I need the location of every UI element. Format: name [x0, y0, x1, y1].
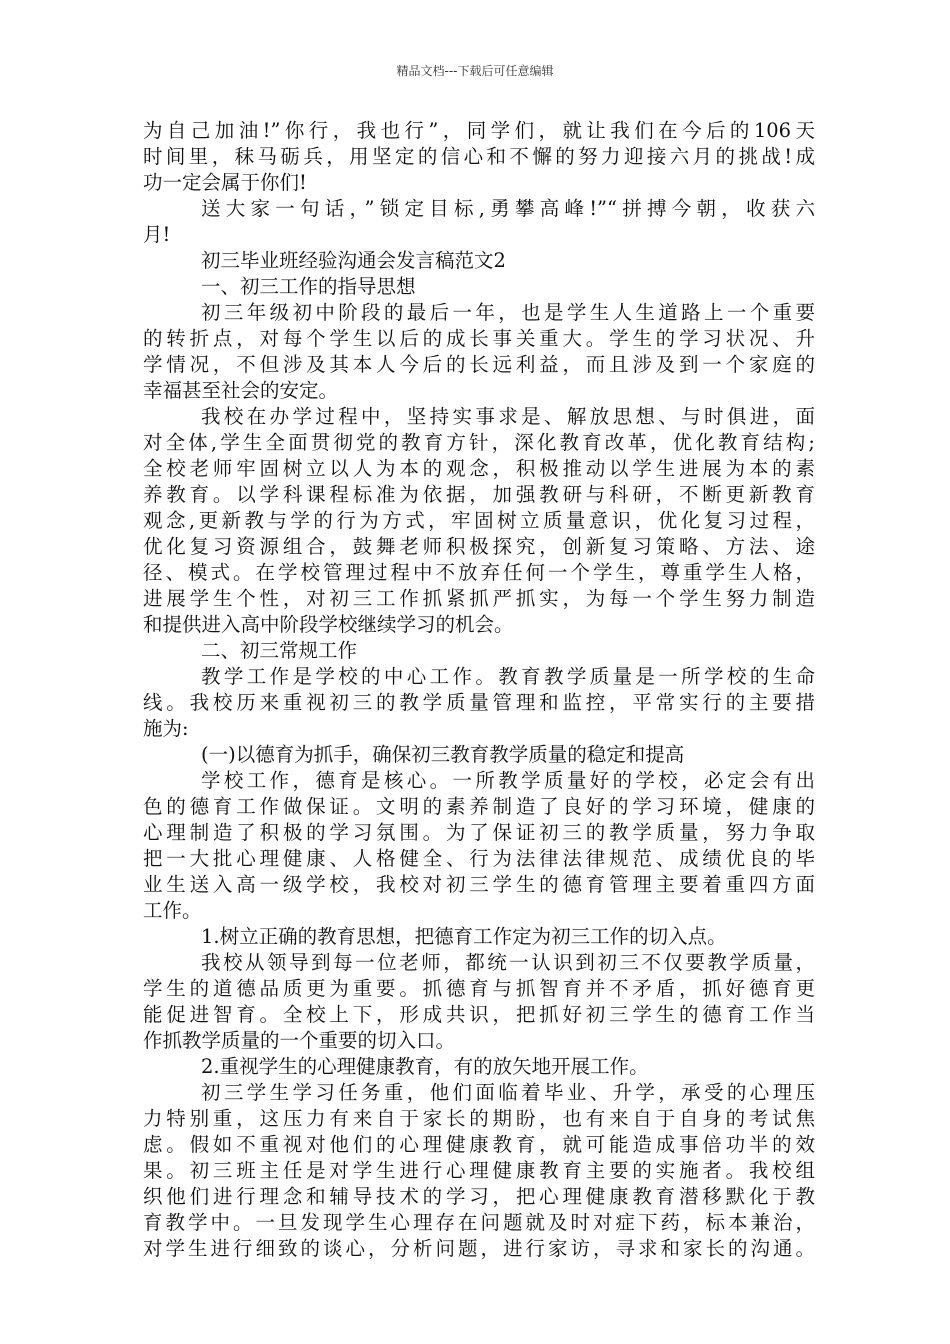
text-line: 1.树立正确的教育思想，把德育工作定为初三工作的切入点。	[201, 925, 727, 948]
text-line: 工作。	[143, 899, 202, 922]
text-line: 进展学生个性，对初三工作抓紧抓严抓实，为每一个学生努力制造	[143, 587, 815, 610]
text-line: 和提供进入高中阶段学校继续学习的机会。	[143, 613, 514, 636]
text-line: 全校老师牢固树立以人为本的观念，积极推动以学生进展为本的素	[143, 457, 815, 480]
text-line: 对学生进行细致的谈心，分析问题，进行家访，寻求和家长的沟通。	[143, 1237, 815, 1260]
document-body	[143, 118, 815, 1262]
text-line: 学情况，不但涉及其本人今后的长远利益，而且涉及到一个家庭的	[143, 353, 815, 376]
text-line: 虑。假如不重视对他们的心理健康教育，就可能造成事倍功半的效	[143, 1133, 815, 1156]
text-line: 初三学生学习任务重，他们面临着毕业、升学，承受的心理压	[201, 1081, 815, 1104]
text-line: 学生的道德品质更为重要。抓德育与抓智育并不矛盾，抓好德育更	[143, 977, 815, 1000]
text-line: 2.重视学生的心理健康教育，有的放矢地开展工作。	[201, 1055, 649, 1078]
text-line: 优化复习资源组合，鼓舞老师积极探究，创新复习策略、方法、途	[143, 535, 815, 558]
text-line: 为自己加油!”你行，我也行”，同学们，就让我们在今后的106天	[143, 119, 815, 142]
text-line: 果。初三班主任是对学生进行心理健康教育主要的实施者。我校组	[143, 1159, 815, 1182]
text-line: 织他们进行理念和辅导技术的学习，把心理健康教育潜移默化于教	[143, 1185, 815, 1208]
text-line: 教学工作是学校的中心工作。教育教学质量是一所学校的生命	[201, 665, 815, 688]
text-line: 色的德育工作做保证。文明的素养制造了良好的学习环境，健康的	[143, 795, 815, 818]
text-line: 我校从领导到每一位老师，都统一认识到初三不仅要教学质量，	[201, 951, 815, 974]
text-line: 业生送入高一级学校，我校对初三学生的德育管理主要着重四方面	[143, 873, 815, 896]
text-line: 功一定会属于你们!	[143, 171, 307, 194]
text-line: 的转折点，对每个学生以后的成长事关重大。学生的学习状况、升	[143, 327, 815, 350]
text-line: 初三毕业班经验沟通会发言稿范文2	[201, 249, 506, 272]
text-line: 初三年级初中阶段的最后一年，也是学生人生道路上一个重要	[201, 301, 815, 324]
text-line: 对全体,学生全面贯彻党的教育方针，深化教育改革，优化教育结构;	[143, 431, 815, 454]
text-line: 时间里，秣马砺兵，用坚定的信心和不懈的努力迎接六月的挑战!成	[143, 145, 815, 168]
text-line: (一)以德育为抓手，确保初三教育教学质量的稳定和提高	[201, 743, 685, 766]
text-line: 线。我校历来重视初三的教学质量管理和监控，平常实行的主要措	[143, 691, 815, 714]
text-line: 送大家一句话，”锁定目标,勇攀高峰!”“拼搏今朝，收获六	[201, 197, 815, 220]
text-line: 一、初三工作的指导思想	[201, 275, 416, 298]
text-line: 施为:	[143, 717, 189, 740]
text-line: 作抓教学质量的一个重要的切入口。	[143, 1029, 456, 1052]
text-line: 力特别重，这压力有来自于家长的期盼，也有来自于自身的考试焦	[143, 1107, 815, 1130]
text-line: 学校工作，德育是核心。一所教学质量好的学校，必定会有出	[201, 769, 815, 792]
page-header: 精品文档---下载后可任意编辑	[396, 64, 554, 78]
text-line: 能促进智育。全校上下，形成共识，把抓好初三学生的德育工作当	[143, 1003, 815, 1026]
text-line: 观念,更新教与学的行为方式，牢固树立质量意识，优化复习过程，	[143, 509, 815, 532]
text-line: 月!	[143, 223, 171, 246]
text-line: 把一大批心理健康、人格健全、行为法律法律规范、成绩优良的毕	[143, 847, 815, 870]
text-line: 幸福甚至社会的安定。	[143, 379, 339, 402]
text-line: 径、模式。在学校管理过程中不放弃任何一个学生，尊重学生人格，	[143, 561, 815, 584]
text-line: 育教学中。一旦发现学生心理存在问题就及时对症下药，标本兼治，	[143, 1211, 815, 1234]
text-line: 养教育。以学科课程标准为依据，加强教研与科研，不断更新教育	[143, 483, 815, 506]
text-line: 二、初三常规工作	[201, 639, 358, 662]
text-line: 我校在办学过程中，坚持实事求是、解放思想、与时俱进，面	[201, 405, 815, 428]
text-line: 心理制造了积极的学习氛围。为了保证初三的教学质量，努力争取	[143, 821, 815, 844]
